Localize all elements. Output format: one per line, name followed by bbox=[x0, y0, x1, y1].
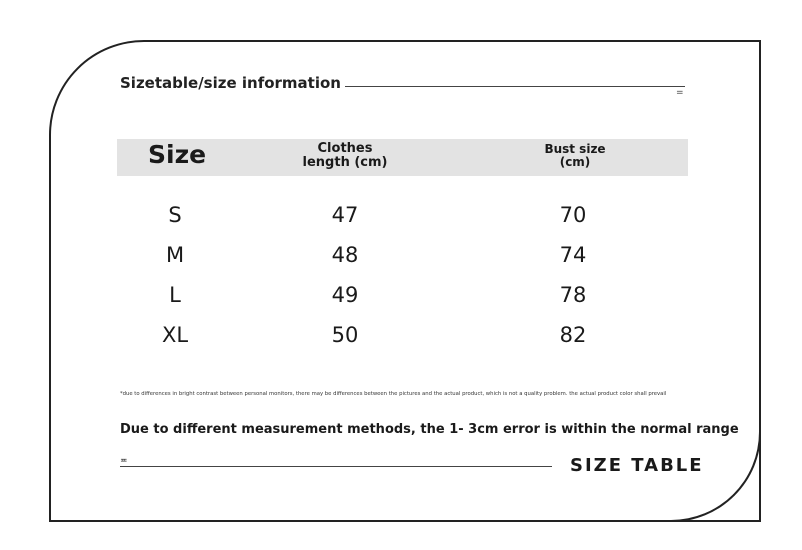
top-divider-mark: = bbox=[676, 88, 684, 98]
column-header-bust-line1: Bust size bbox=[544, 142, 606, 156]
table-cell-size: S bbox=[168, 203, 182, 227]
card-frame bbox=[49, 40, 761, 522]
section-heading: Sizetable/size information bbox=[120, 74, 341, 92]
measurement-note: Due to different measurement methods, the 1- 3cm error is within the normal range bbox=[120, 422, 739, 437]
table-cell-bust: 82 bbox=[559, 323, 587, 347]
column-header-size: Size bbox=[148, 140, 207, 169]
top-divider bbox=[345, 86, 685, 87]
size-table-label: SIZE TABLE bbox=[570, 455, 704, 476]
column-header-length bbox=[290, 142, 400, 171]
table-cell-length: 48 bbox=[331, 243, 359, 267]
column-header-length-line1: Clothes bbox=[317, 141, 373, 156]
column-header-bust bbox=[520, 143, 630, 169]
table-cell-bust: 78 bbox=[559, 283, 587, 307]
color-disclaimer: *due to differences in bright contrast between personal monitors, there may be differences between the pictures and the actual product, which is not a quality problem. the actual product color shall prevail bbox=[120, 391, 667, 397]
column-header-bust-line2: (cm) bbox=[559, 155, 591, 170]
column-header-length-line2: length (cm) bbox=[302, 155, 388, 171]
table-cell-length: 49 bbox=[331, 283, 359, 307]
table-cell-length: 50 bbox=[331, 323, 359, 347]
table-cell-bust: 70 bbox=[559, 203, 587, 227]
table-cell-length: 47 bbox=[331, 203, 359, 227]
bottom-divider bbox=[120, 466, 552, 467]
table-cell-size: L bbox=[169, 283, 181, 307]
table-cell-size: M bbox=[165, 243, 185, 267]
table-cell-bust: 74 bbox=[559, 243, 587, 267]
bottom-divider-mark: ≖ bbox=[120, 456, 128, 466]
table-cell-size: XL bbox=[161, 323, 189, 347]
